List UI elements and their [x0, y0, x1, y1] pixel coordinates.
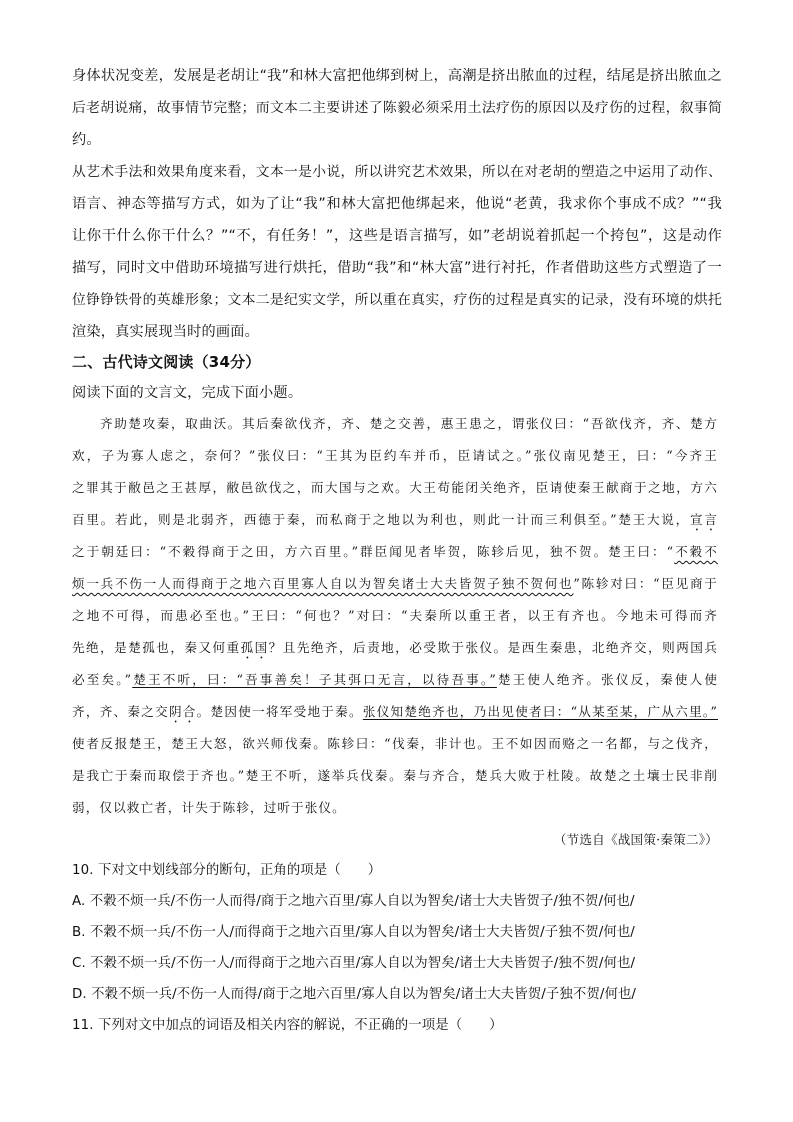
section-instruction: 阅读下面的文言文，完成下面小题。 [72, 385, 303, 401]
passage-line: 齐助楚攻秦，取曲沃。其后秦欲伐齐，齐、楚之交善，惠王患之，谓张仪曰：“吾欲伐齐，齐、楚方 [100, 416, 718, 431]
question-10-stem: 10. 下对文中划线部分的断句，正角的项是（ ） [72, 863, 382, 878]
passage-source: （节选自《战国策·秦策二》） [553, 832, 718, 847]
analysis-line: 让你干什么你干什么？”“不，有任务！”，这些是语言描写，如”老胡说着抓起一个挎包”，这是动作 [72, 228, 722, 244]
underlined-sentence: 烦一兵不伤一人而得商于之地六百里寡人自以为智矣诸士大夫皆贺子独不贺何也 [72, 576, 574, 591]
underlined-sentence: 张仪知楚绝齐也，乃出见使者曰：“从某至某，广从六里。” [362, 704, 719, 719]
question-10-option-d: D. 不穀不烦一兵/不伤一人而得/商于之地六百里/寡人自以为智矣/诸士大夫皆贺/子独不贺/何也/ [72, 987, 637, 1002]
analysis-line: 身体状况变差，发展是老胡让“我”和林大富把他绑到树上，高潮是挤出脓血的过程，结尾是挤出脓血之 [72, 68, 722, 84]
underlined-sentence: 不穀不 [674, 544, 718, 559]
passage-line: 必至矣。”楚王不听，曰：“吾事善矣！子其弭口无言，以待吾事。”楚王使人绝齐。张仪反，秦使人使 [72, 672, 719, 687]
analysis-line: 位铮铮铁骨的英雄形象；文本二是纪实文学，所以重在真实，疗伤的过程是真实的记录，没有环境的烘托 [72, 292, 722, 308]
question-11-stem: 11. 下列对文中加点的词语及相关内容的解说，不正确的一项是（ ） [72, 1018, 503, 1033]
dotted-term: 孤国 [240, 640, 269, 655]
passage-line: 使者反报楚王，楚王大怒，欲兴师伐秦。陈轸曰：“伐秦，非计也。王不如因而赂之一名都，与之伐齐， [72, 736, 718, 751]
passage-line: 之于朝廷曰：“不穀得商于之田，方六百里。”群臣闻见者毕贺，陈轸后见，独不贺。楚王曰：“不穀不 [72, 544, 718, 559]
question-10-option-a: A. 不穀不烦一兵/不伤一人而得/商于之地六百里/寡人自以为智矣/诸士大夫皆贺子/独不贺/何也/ [72, 894, 635, 909]
analysis-line: 后老胡说痛，故事情节完整；而文本二主要讲述了陈毅必须采用土法疗伤的原因以及疗伤的过程，叙事简 [72, 100, 722, 116]
passage-line: 先绝，是楚孤也，秦又何重孤国？且先绝齐，后责地，必受欺于张仪。是西生秦患，北绝齐交，则两国兵 [72, 640, 719, 655]
passage-line: 烦一兵不伤一人而得商于之地六百里寡人自以为智矣诸士大夫皆贺子独不贺何也”陈轸对曰：“臣见商于 [72, 576, 719, 591]
analysis-line: 从艺术手法和效果角度来看，文本一是小说，所以讲究艺术效果，所以在对老胡的塑造之中运用了动作、 [72, 164, 722, 180]
dotted-term: 宣言 [689, 512, 718, 527]
question-10-option-c: C. 不穀不烦一兵/不伤一人/而得商于之地六百里/寡人自以为智矣/诸士大夫皆贺子/独不贺/何也/ [72, 956, 636, 971]
question-10-option-b: B. 不穀不烦一兵/不伤一人/而得商于之地六百里/寡人自以为智矣/诸士大夫皆贺/子独不贺/何也/ [72, 925, 635, 940]
passage-line: 是我亡于秦而取偿于齐也。”楚王不听，遂举兵伐秦。秦与齐合，楚兵大败于杜陵。故楚之土壤士民非削 [72, 768, 718, 783]
passage-line: 之地不可得，而患必至也。”王曰：“何也？”对曰：“夫秦所以重王者，以王有齐也。今地未可得而齐 [72, 608, 718, 623]
analysis-line: 语言、神态等描写方式，如为了让“我”和林大富把他绑起来，他说“老黄，我求你个事成不成？”“我 [72, 196, 722, 212]
passage-line: 百里。若此，则是北弱齐，西德于秦，而私商于之地以为利也，则此一计而三利俱至。”楚王大说，宣言 [72, 512, 718, 527]
passage-line: 弱，仅以救亡者，计失于陈轸，过听于张仪。 [72, 800, 346, 815]
passage-line: 欢，子为寡人虑之，奈何？”张仪曰：“王其为臣约车并币，臣请试之。”张仪南见楚王，曰：“今齐王 [72, 448, 718, 463]
passage-line: 齐，齐、秦之交阴合。楚因使一将军受地于秦。张仪知楚绝齐也，乃出见使者曰：“从某至某，广从六里。” [72, 704, 719, 719]
section-heading: 二、古代诗文阅读（34分） [72, 353, 261, 371]
passage-line: 之罪其于敝邑之王甚厚，敝邑欲伐之，而大国与之欢。大王苟能闭关绝齐，臣请使秦王献商于之地，方六 [72, 480, 718, 495]
analysis-line: 描写，同时文中借助环境描写进行烘托，借助“我”和“林大富”进行衬托，作者借助这些方式塑造了一 [72, 260, 722, 276]
analysis-line: 渲染，真实展现当时的画面。 [72, 324, 260, 340]
dotted-term: 阴合 [168, 704, 197, 719]
underlined-sentence: 楚王不听，曰：“吾事善矣！子其弭口无言，以待吾事。” [132, 672, 497, 687]
analysis-line: 约。 [72, 132, 101, 148]
